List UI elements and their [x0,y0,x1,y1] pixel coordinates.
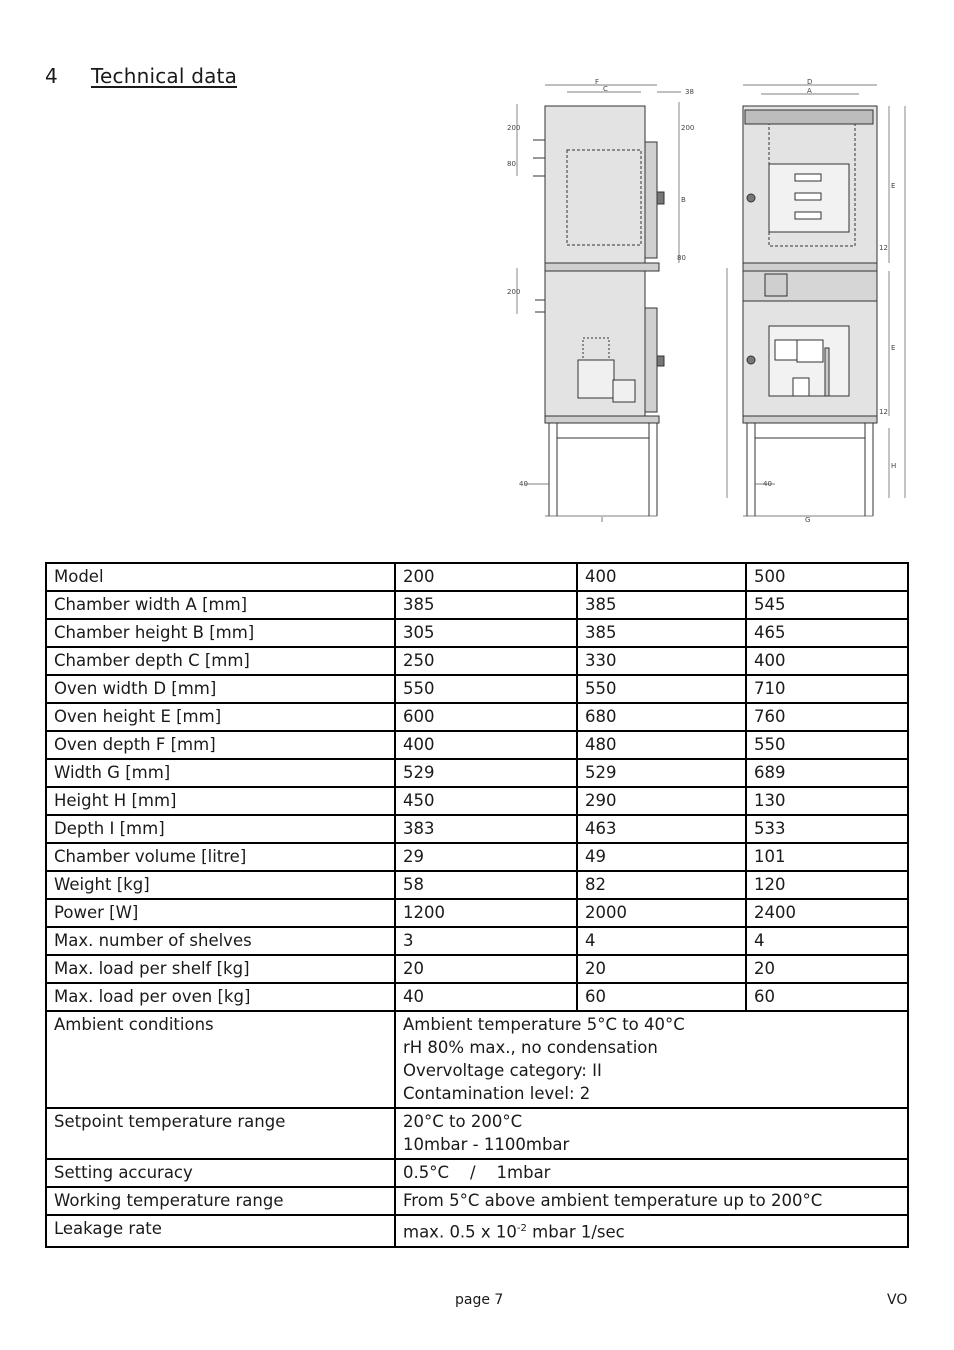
table-cell-value: 385 [577,619,746,647]
table-row-leakage [46,1215,908,1247]
table-cell-value: 40 [395,983,577,1011]
table-cell-value: 400 [395,731,577,759]
oven-dimension-drawing [505,78,915,523]
table-cell-value: 250 [395,647,577,675]
table-cell-value: 689 [746,759,908,787]
table-cell-value: 450 [395,787,577,815]
table-cell-value: 60 [577,983,746,1011]
table-row [46,871,908,899]
table-cell-label: Setting accuracy [46,1159,395,1187]
table-row [46,955,908,983]
ambient-line: Ambient temperature 5°C to 40°C [403,1015,685,1034]
table-cell-label: Height H [mm] [46,787,395,815]
table-cell-value: 385 [577,591,746,619]
table-cell-value: 550 [746,731,908,759]
table-cell-value: 529 [395,759,577,787]
table-cell-value: 533 [746,815,908,843]
table-cell-value: 710 [746,675,908,703]
footer-code: VO [887,1292,908,1308]
table-cell-label: Chamber width A [mm] [46,591,395,619]
table-cell-value: 550 [577,675,746,703]
table-cell-value: 82 [577,871,746,899]
table-row [46,759,908,787]
dim-label-e-upper: E [891,182,896,190]
table-row [46,647,908,675]
leakage-exponent: -2 [516,1223,527,1234]
table-cell-label: Oven width D [mm] [46,675,395,703]
table-cell-value: 465 [746,619,908,647]
table-cell-label: Chamber height B [mm] [46,619,395,647]
table-row [46,815,908,843]
setpoint-line: 20°C to 200°C [403,1112,523,1131]
table-cell-value: 4 [577,927,746,955]
section-heading [45,64,237,88]
table-cell-value: 1200 [395,899,577,927]
table-cell-value: 330 [577,647,746,675]
table-cell-label: Weight [kg] [46,871,395,899]
dim-label-80-a: 80 [507,160,516,168]
table-cell-label: Working temperature range [46,1187,395,1215]
table-row [46,927,908,955]
table-cell-value: 20 [746,955,908,983]
table-cell-label: Oven height E [mm] [46,703,395,731]
dim-label-e-lower: E [891,344,896,352]
table-cell-label: Oven depth F [mm] [46,731,395,759]
dim-label-b: B [681,196,686,204]
dim-label-f: F [595,78,600,86]
dim-label-12-b: 12 [879,408,888,416]
table-cell-value: 2000 [577,899,746,927]
table-cell-value: 20 [395,955,577,983]
leakage-suffix: mbar 1/sec [526,1222,625,1242]
dim-label-h: H [891,462,897,470]
table-cell-value: 500 [746,563,908,591]
table-cell-value: 29 [395,843,577,871]
leakage-prefix: max. 0.5 x 10 [403,1222,517,1242]
table-row [46,591,908,619]
setpoint-line: 10mbar - 1100mbar [403,1135,570,1154]
table-cell-value: 4 [746,927,908,955]
table-row-accuracy [46,1159,908,1187]
table-cell-value: 49 [577,843,746,871]
table-row [46,703,908,731]
table-cell-value: 120 [746,871,908,899]
table-row [46,899,908,927]
table-cell-value: 400 [746,647,908,675]
technical-data-table [45,562,909,1248]
table-row [46,619,908,647]
dim-label-a: A [807,87,812,95]
table-cell-label: Max. load per shelf [kg] [46,955,395,983]
table-cell-value: 550 [395,675,577,703]
table-cell-value: 545 [746,591,908,619]
dim-label-i: I [601,516,604,523]
table-cell-value: 385 [395,591,577,619]
table-cell-value: 529 [577,759,746,787]
table-row [46,983,908,1011]
table-cell-label: Power [W] [46,899,395,927]
table-cell-value: 480 [577,731,746,759]
table-cell-value: 2400 [746,899,908,927]
table-cell-value: 600 [395,703,577,731]
dim-label-40-b: 40 [763,480,772,488]
table-cell-value: 200 [395,563,577,591]
working-range-value: From 5°C above ambient temperature up to 200°C [395,1187,908,1215]
dim-label-12-a: 12 [879,244,888,252]
technical-data-body [46,563,908,1247]
leakage-rate-value [395,1215,908,1247]
table-cell-label: Width G [mm] [46,759,395,787]
dim-label-38: 38 [685,88,694,96]
setpoint-range-value [395,1108,908,1159]
page-number: page 7 [455,1292,504,1308]
table-cell-value: 20 [577,955,746,983]
table-row [46,787,908,815]
dim-label-200-c: 200 [507,288,521,296]
table-cell-value: 680 [577,703,746,731]
dim-label-c: C [603,85,608,93]
dim-label-40-a: 40 [519,480,528,488]
table-cell-label: Model [46,563,395,591]
dim-label-80-b: 80 [677,254,686,262]
vacuum-pump [578,360,614,398]
table-row [46,843,908,871]
table-row [46,675,908,703]
table-cell-value: 58 [395,871,577,899]
table-cell-label: Ambient conditions [46,1011,395,1108]
table-row [46,731,908,759]
dim-label-g: G [805,516,811,523]
table-cell-value: 60 [746,983,908,1011]
table-cell-value: 383 [395,815,577,843]
table-cell-label: Leakage rate [46,1215,395,1247]
side-upper-oven [545,106,645,263]
table-cell-label: Chamber volume [litre] [46,843,395,871]
section-number: 4 [45,64,58,88]
table-row-working [46,1187,908,1215]
section-title: Technical data [91,64,238,88]
dim-label-200-a: 200 [507,124,521,132]
setting-accuracy-value: 0.5°C / 1mbar [395,1159,908,1187]
table-cell-value: 463 [577,815,746,843]
dim-label-200-b: 200 [681,124,695,132]
table-cell-label: Setpoint temperature range [46,1108,395,1159]
table-cell-value: 3 [395,927,577,955]
table-cell-label: Max. load per oven [kg] [46,983,395,1011]
ambient-line: Overvoltage category: II [403,1061,602,1080]
ambient-line: rH 80% max., no condensation [403,1038,658,1057]
table-cell-value: 101 [746,843,908,871]
ambient-line: Contamination level: 2 [403,1084,591,1103]
table-row [46,563,908,591]
table-cell-value: 760 [746,703,908,731]
dim-label-d: D [807,78,813,86]
ambient-conditions-value [395,1011,908,1108]
table-cell-label: Depth I [mm] [46,815,395,843]
table-cell-value: 290 [577,787,746,815]
table-cell-value: 305 [395,619,577,647]
table-cell-value: 400 [577,563,746,591]
table-row-ambient [46,1011,908,1108]
table-cell-label: Max. number of shelves [46,927,395,955]
table-cell-value: 130 [746,787,908,815]
table-row-setpoint [46,1108,908,1159]
table-cell-label: Chamber depth C [mm] [46,647,395,675]
